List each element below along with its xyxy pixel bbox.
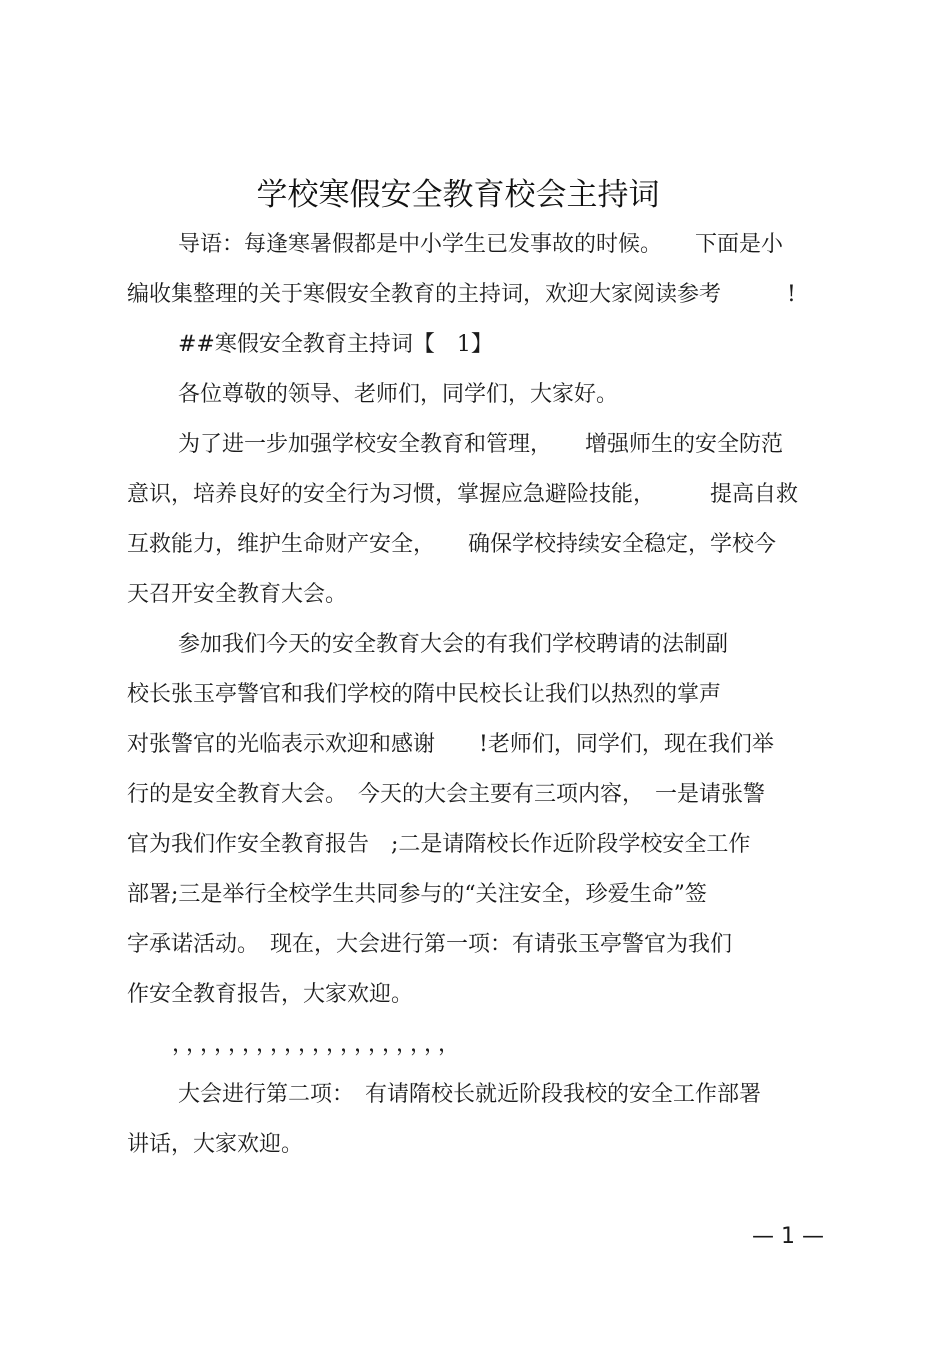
paragraph-line: 字承诺活动。 现在，大会进行第一项：有请张玉亭警官为我们 xyxy=(127,932,733,957)
paragraph-line: 天召开安全教育大会。 xyxy=(127,582,348,607)
comma-separator-line: ，，，，，，，，，，，，，，，，，，，， xyxy=(172,1032,464,1057)
paragraph-line: 导语：每逢寒暑假都是中小学生已发事故的时候。 下面是小 xyxy=(178,232,784,257)
paragraph-line: 意识，培养良好的安全行为习惯，掌握应急避险技能， 提高自救 xyxy=(127,482,799,507)
document-title: 学校寒假安全教育校会主持词 xyxy=(256,177,660,213)
paragraph-line: 行的是安全教育大会。 今天的大会主要有三项内容， 一是请张警 xyxy=(127,782,766,807)
paragraph-line: 大会进行第二项： 有请隋校长就近阶段我校的安全工作部署 xyxy=(178,1082,762,1107)
paragraph-line: 对张警官的光临表示欢迎和感谢 !老师们，同学们，现在我们举 xyxy=(127,732,774,757)
paragraph-line: 讲话，大家欢迎。 xyxy=(127,1132,304,1157)
paragraph-line: 校长张玉亭警官和我们学校的隋中民校长让我们以热烈的掌声 xyxy=(127,682,722,707)
paragraph-line: 作安全教育报告，大家欢迎。 xyxy=(127,982,414,1007)
paragraph-line: 参加我们今天的安全教育大会的有我们学校聘请的法制副 xyxy=(178,632,729,657)
paragraph-line: 编收集整理的关于寒假安全教育的主持词，欢迎大家阅读参考 ! xyxy=(127,282,796,307)
paragraph-line: 互救能力，维护生命财产安全， 确保学校持续安全稳定，学校今 xyxy=(127,532,777,557)
page-number: — 1 — xyxy=(752,1224,824,1249)
paragraph-line: 各位尊敬的领导、老师们，同学们，大家好。 xyxy=(178,382,619,407)
paragraph-line: 为了进一步加强学校安全教育和管理， 增强师生的安全防范 xyxy=(178,432,784,457)
paragraph-line: 部署;三是举行全校学生共同参与的“关注安全，珍爱生命”签 xyxy=(127,882,707,907)
paragraph-line: 官为我们作安全教育报告 ;二是请隋校长作近阶段学校安全工作 xyxy=(127,832,751,857)
section-heading: ##寒假安全教育主持词【 1】 xyxy=(178,332,493,357)
